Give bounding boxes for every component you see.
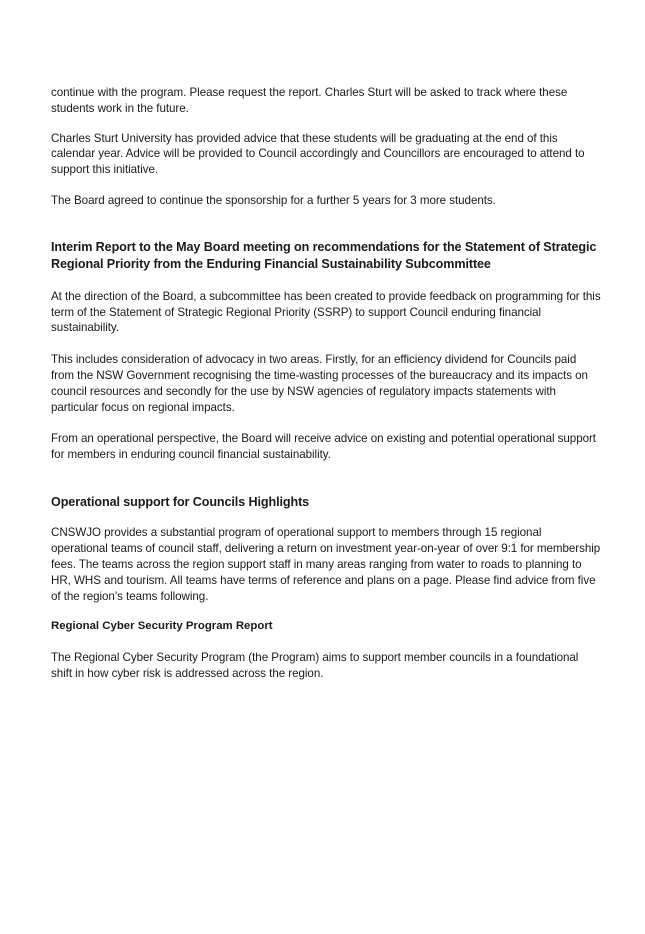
heading-interim-report: Interim Report to the May Board meeting on recommendations for the Statement of Strategic Regional Priority from the Enduring Financial Sustainability Subcommittee: [51, 239, 597, 272]
paragraph-graduation-advice: Charles Sturt University has provided advice that these students will be graduating at the end of this calendar year. Advice will be provided to Council accordingly and Councillors are encouraged to attend to support this initiative.: [51, 131, 585, 177]
paragraph-advocacy: This includes consideration of advocacy in two areas. Firstly, for an efficiency dividend for Councils paid from the NSW Government recognising the time-wasting processes of the bureaucracy and its impacts on council resources and secondly for the use by NSW agencies of regulatory impacts statements with particular focus on regional impacts.: [51, 353, 588, 414]
paragraph-cnswjo-program: CNSWJO provides a substantial program of operational support to members through 15 regional operational teams of council staff, delivering a return on investment year-on-year of over 9:1 for membership fees. The teams across the region support staff in many areas ranging from water to roads to planning to HR, WHS and tourism. All teams have terms of reference and plans on a page. Please find advice from five of the region’s teams following.: [51, 526, 601, 603]
paragraph-cyber-program: The Regional Cyber Security Program (the Program) aims to support member councils in a foundational shift in how cyber risk is addressed across the region.: [51, 651, 579, 681]
heading-cyber-security: Regional Cyber Security Program Report: [51, 620, 273, 633]
paragraph-subcommittee: At the direction of the Board, a subcommittee has been created to provide feedback on programming for this term of the Statement of Strategic Regional Priority (SSRP) to support Council enduring financial sustainability.: [51, 289, 601, 335]
heading-operational-support: Operational support for Councils Highlights: [51, 494, 310, 509]
paragraph-operational-perspective: From an operational perspective, the Board will receive advice on existing and potential operational support for members in enduring council financial sustainability.: [51, 432, 596, 462]
paragraph-sponsorship-decision: The Board agreed to continue the sponsorship for a further 5 years for 3 more students.: [51, 193, 496, 207]
paragraph-program-report: continue with the program. Please request the report. Charles Sturt will be asked to track where these students work in the future.: [51, 86, 568, 115]
document-page: [51, 85, 601, 682]
